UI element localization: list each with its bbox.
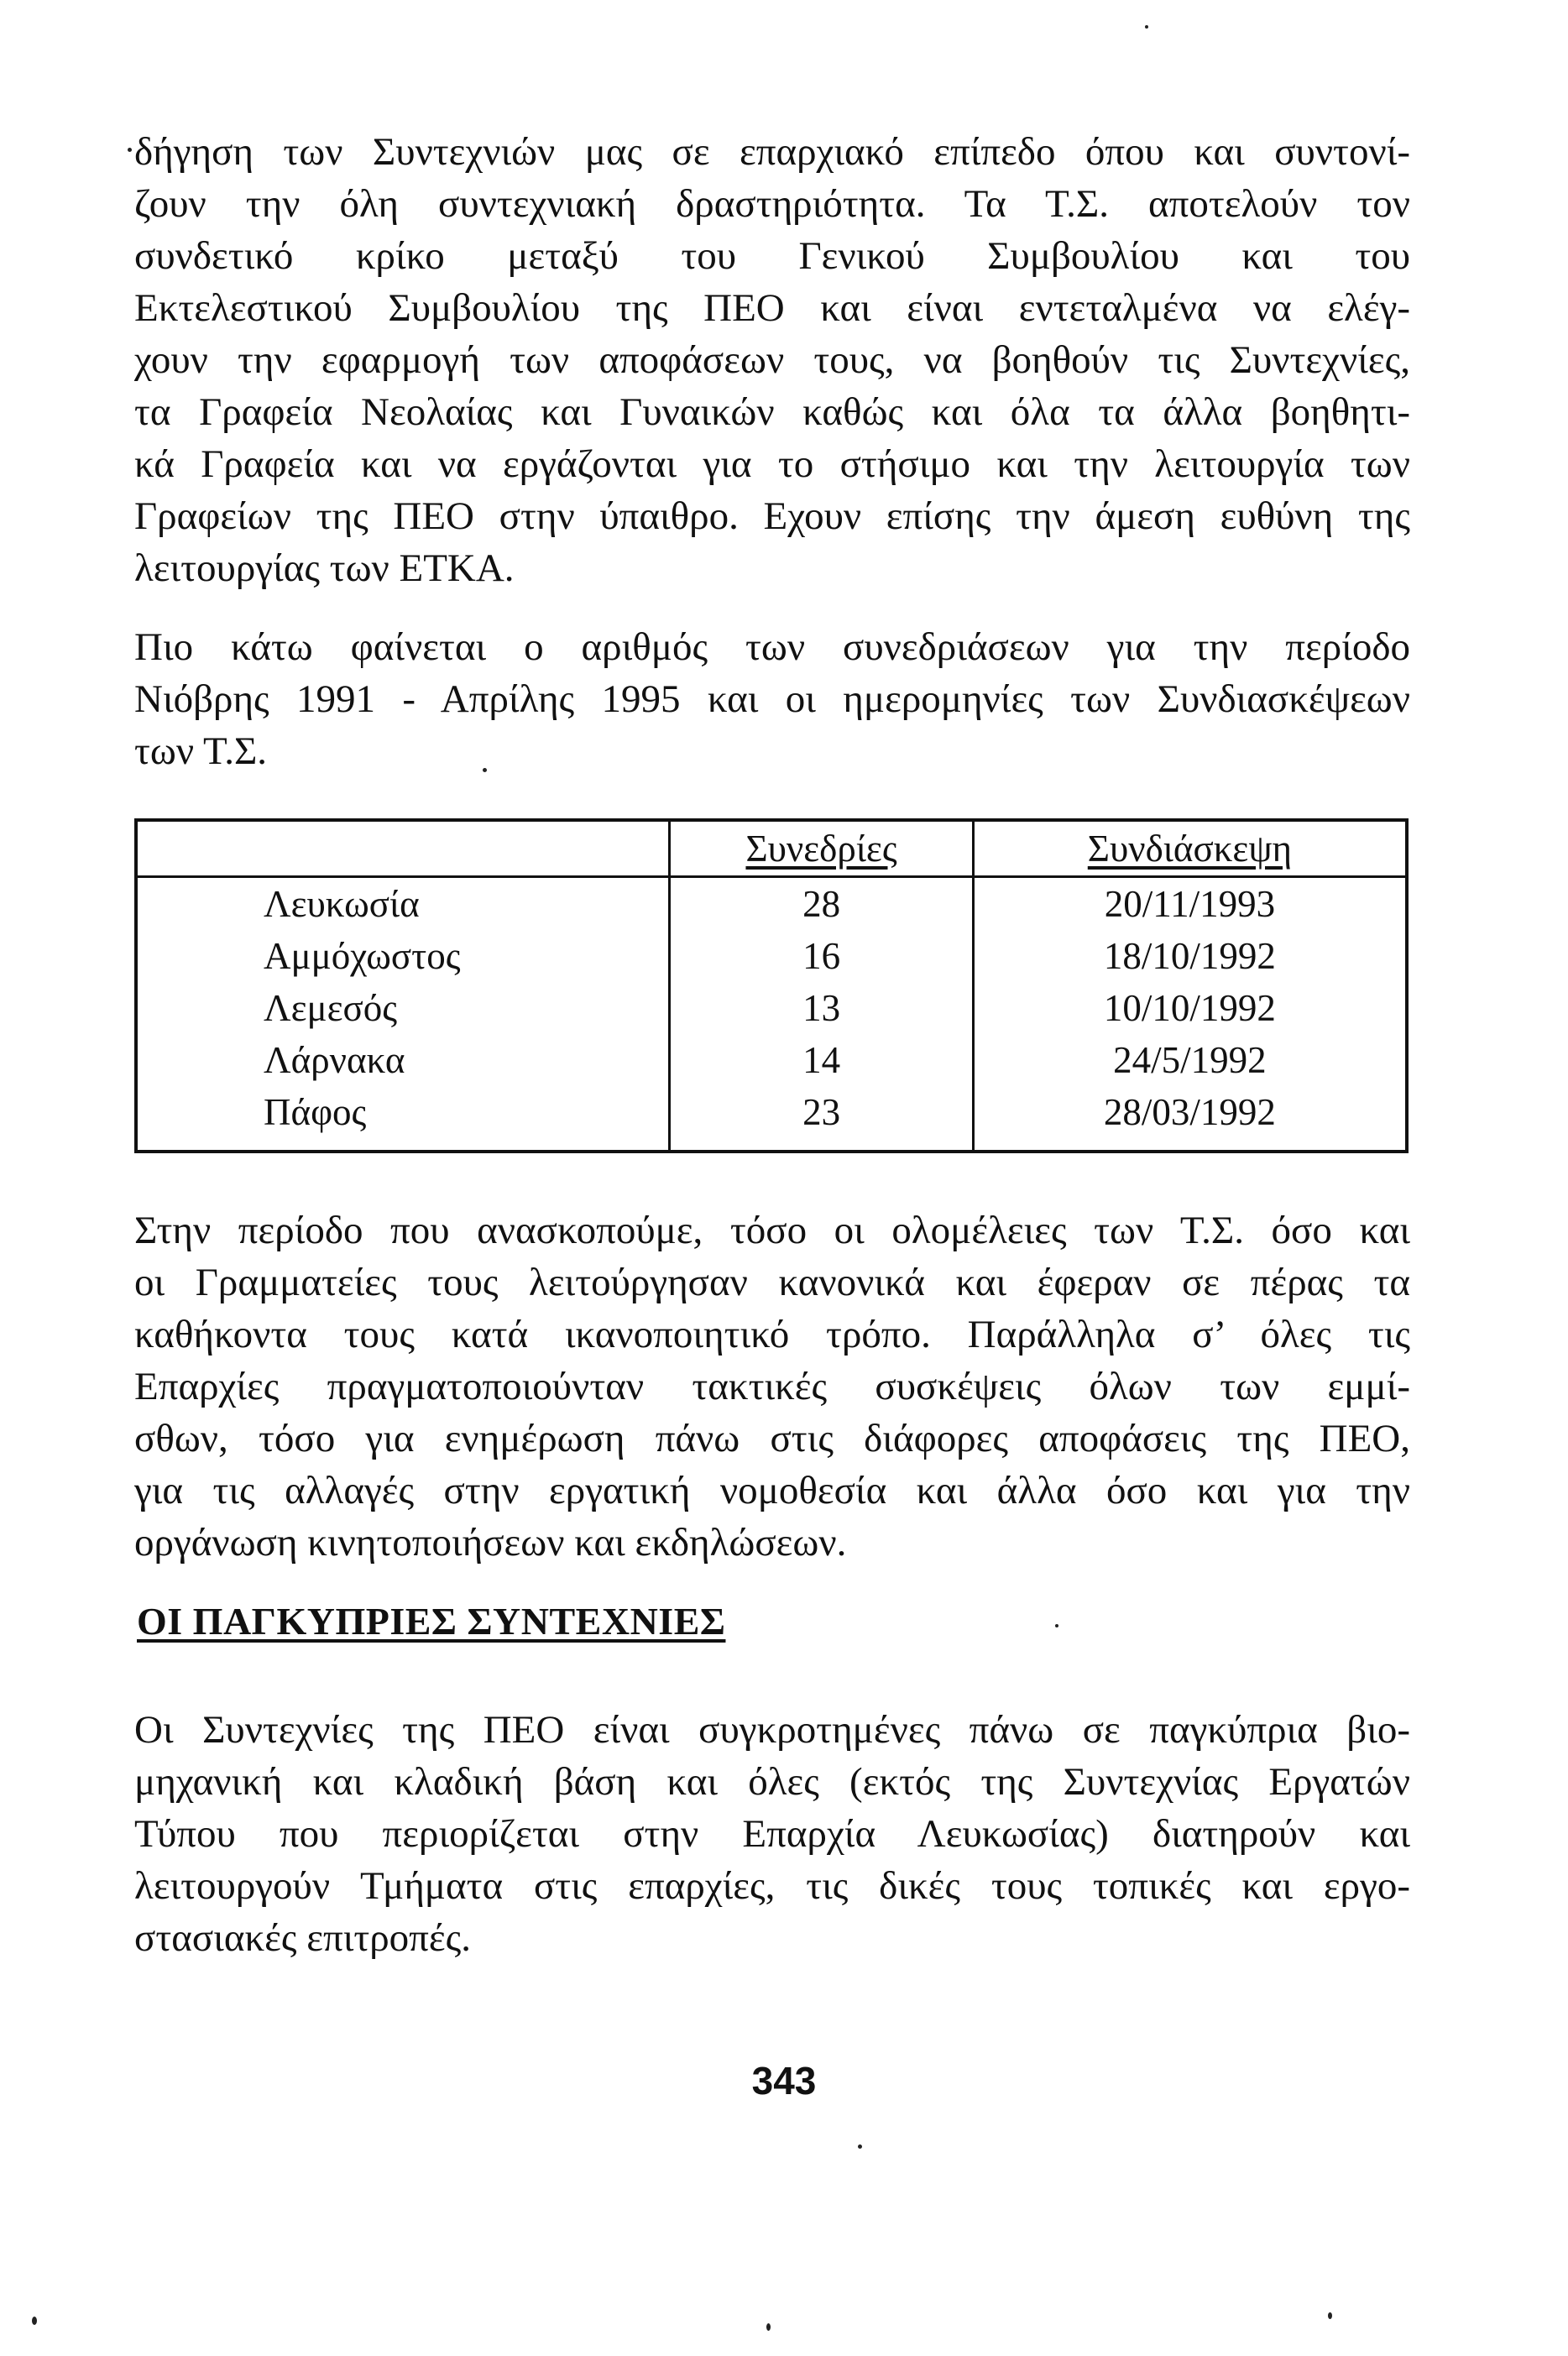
text-line: στασιακές επιτροπές. [134,1916,472,1960]
district-cell: Λάρνακα [136,1034,670,1086]
paragraph-table-intro [134,621,1410,777]
meetings-cell: 16 [670,930,974,982]
text-line: Πιο κάτω φαίνεται ο αριθμός των συνεδριάσεων για την περίοδο [134,625,1410,669]
text-line: Οι Συντεχνίες της ΠΕΟ είναι συγκροτημένες πάνω σε παγκύπρια βιο- [134,1708,1410,1752]
meetings-cell: 28 [670,877,974,931]
conference-date-cell: 28/03/1992 [973,1086,1407,1152]
scan-speck [858,2144,862,2149]
paragraph-review-period [134,1204,1410,1569]
table-row [136,1086,1407,1152]
conference-date-cell: 18/10/1992 [973,930,1407,982]
district-cell: Αμμόχωστος [136,930,670,982]
district-cell: Πάφος [136,1086,670,1152]
meetings-cell: 13 [670,982,974,1034]
conference-date-cell: 10/10/1992 [973,982,1407,1034]
scan-speck [32,2317,37,2325]
table-header-conference: Συνδιάσκεψη [973,820,1407,877]
scan-speck [483,768,487,772]
meetings-cell: 14 [670,1034,974,1086]
conference-date-cell: 20/11/1993 [973,877,1407,931]
page-number: 343 [751,2059,817,2103]
text-line: ζουν την όλη συντεχνιακή δραστηριότητα. Τα Τ.Σ. αποτελούν τον [134,182,1410,226]
text-line: Τύπου που περιορίζεται στην Επαρχία Λευκωσίας) διατηρούν και [134,1812,1410,1856]
table-header-district [136,820,670,877]
text-line: Γραφείων της ΠΕΟ στην ύπαιθρο. Εχουν επίσης την άμεση ευθύνη της [134,494,1410,538]
text-line: χουν την εφαρμογή των αποφάσεων τους, να βοηθούν τις Συντεχνίες, [134,338,1410,382]
scan-speck [1055,1624,1058,1627]
text-line: μηχανική και κλαδική βάση και όλες (εκτός της Συντεχνίας Εργατών [134,1760,1410,1804]
text-line: Νιόβρης 1991 - Απρίλης 1995 και οι ημερομηνίες των Συνδιασκέψεων [134,677,1410,721]
table-header-row [136,820,1407,877]
table-row [136,1034,1407,1086]
text-line: για τις αλλαγές στην εργατική νομοθεσία και άλλα όσο και για την [134,1469,1410,1512]
table-row [136,930,1407,982]
paragraph-district-councils [134,126,1410,594]
text-line: Εκτελεστικού Συμβουλίου της ΠΕΟ και είναι εντεταλμένα να ελέγ- [134,286,1410,330]
text-line: τα Γραφεία Νεολαίας και Γυναικών καθώς και όλα τα άλλα βοηθητι- [134,390,1410,434]
text-line: λειτουργίας των ΕΤΚΑ. [134,546,515,590]
text-line: κά Γραφεία και να εργάζονται για το στήσιμο και την λειτουργία των [134,442,1410,486]
district-cell: Λευκωσία [136,877,670,931]
text-line: Στην περίοδο που ανασκοπούμε, τόσο οι ολομέλειες των Τ.Σ. όσο και [134,1209,1410,1252]
meetings-table [134,818,1409,1153]
table-row [136,982,1407,1034]
scan-speck [128,148,132,152]
scan-speck [1328,2312,1332,2319]
text-line: λειτουργούν Τμήματα στις επαρχίες, τις δικές τους τοπικές και εργο- [134,1864,1410,1908]
table-row [136,877,1407,931]
section-heading: ΟΙ ΠΑΓΚΥΠΡΙΕΣ ΣΥΝΤΕΧΝΙΕΣ [137,1600,726,1643]
paragraph-pancyprian-unions [134,1704,1410,1964]
text-line: σθων, τόσο για ενημέρωση πάνω στις διάφορες αποφάσεις της ΠΕΟ, [134,1417,1410,1460]
table-header-meetings: Συνεδρίες [670,820,974,877]
scan-speck [1145,25,1148,29]
scan-speck [766,2323,771,2331]
text-line: συνδετικό κρίκο μεταξύ του Γενικού Συμβουλίου και του [134,234,1410,278]
text-line: δήγηση των Συντεχνιών μας σε επαρχιακό επίπεδο όπου και συντονί- [134,130,1410,174]
conference-date-cell: 24/5/1992 [973,1034,1407,1086]
text-line: καθήκοντα τους κατά ικανοποιητικό τρόπο. Παράλληλα σ’ όλες τις [134,1313,1410,1356]
text-line: Επαρχίες πραγματοποιούνταν τακτικές συσκέψεις όλων των εμμί- [134,1365,1410,1408]
text-line: των Τ.Σ. [134,729,268,773]
text-line: οι Γραμματείες τους λειτούργησαν κανονικά και έφεραν σε πέρας τα [134,1261,1410,1304]
text-line: οργάνωση κινητοποιήσεων και εκδηλώσεων. [134,1521,847,1565]
meetings-cell: 23 [670,1086,974,1152]
district-cell: Λεμεσός [136,982,670,1034]
